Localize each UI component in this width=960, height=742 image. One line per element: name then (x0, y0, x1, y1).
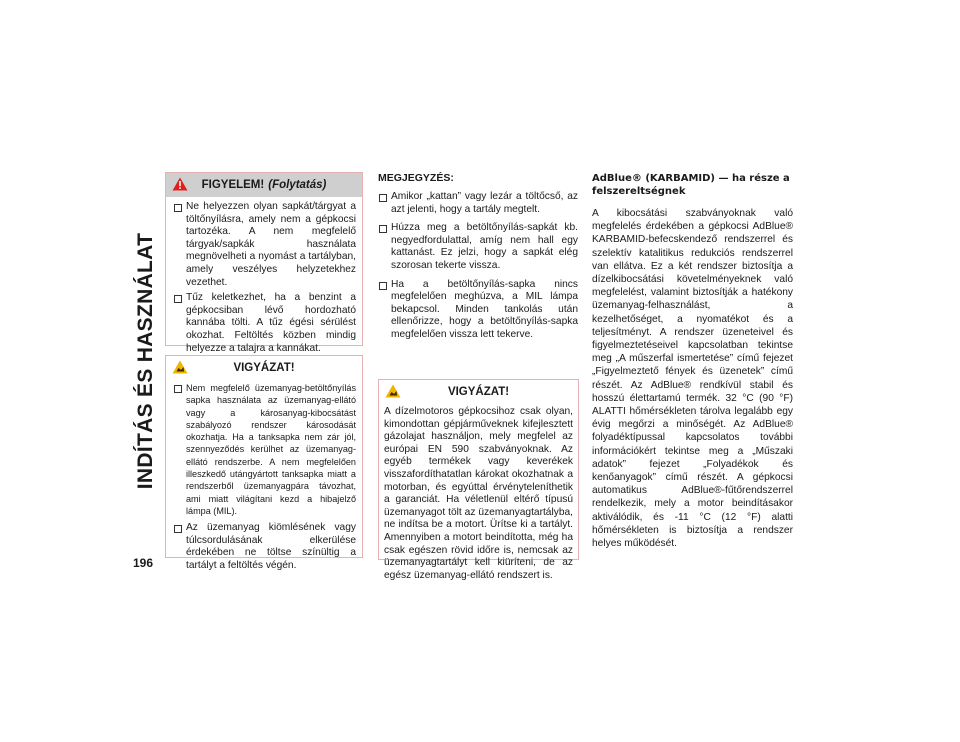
note-section (378, 172, 578, 345)
warning-triangle-icon (172, 177, 188, 191)
chapter-title-text: INDÍTÁS ÉS HASZNÁLAT (134, 232, 158, 489)
caution-box-1-header (166, 356, 362, 380)
note-list (378, 191, 578, 342)
warning-box-title-suffix: (Folytatás) (268, 179, 327, 191)
list-item: Amikor „kattan” vagy lezár a töltőcső, az azt jelenti, hogy a tartály megtelt. (378, 191, 578, 216)
list-item: Az üzemanyag kiömlésének vagy túlcsordulásának elkerülése érdekében ne töltse színültig a tartályt a feltöltés végén. (173, 522, 356, 572)
page-number: 196 (133, 556, 154, 570)
warning-box (165, 172, 363, 354)
list-item: Húzza meg a betöltőnyílás-sapkát kb. negyedfordulattal, amíg nem hall egy kattanást. Ez jelzi, hogy a sapkát elég szorosan tekerte vissza. (378, 222, 578, 272)
adblue-section (592, 172, 793, 550)
list-item: Tűz keletkezhet, ha a benzint a gépkocsiban lévő hordozható kannába tölti. A tűz égési sérülést okozhat. Feltöltés közben mindig helyezze a talajra a kannákat. (173, 292, 356, 355)
adblue-heading-line-2: felszereltségnek (592, 186, 686, 197)
adblue-heading (592, 172, 793, 198)
caution-box-1-title: VIGYÁZAT! (233, 362, 295, 374)
warning-box-list (166, 197, 362, 355)
chapter-title (132, 178, 160, 543)
caution-triangle-icon (172, 360, 188, 374)
adblue-heading-line-1: AdBlue® (KARBAMID) — ha része a (592, 173, 790, 184)
list-item: Nem megfelelő üzemanyag-betöltőnyílás sapka használata az üzemanyag-ellátó vagy a károsanyag-kibocsátást szabályozó rendszer károsodását okozhatja. Ha a tanksapka nem zár jól, szennyeződés kerülhet az üzemanyag-ellátó rendszerbe. A nem megfelelően illeszkedő utángyártott tanksapka miatt a rendszerből üzemanyagpára távozhat, ami miatt világítani kezd a hibajelző lámpa (MIL). (173, 382, 356, 517)
list-item: Ne helyezzen olyan sapkát/tárgyat a töltőnyílásra, amely nem a gépkocsi tartozéka. A nem megfelelő tárgyak/sapkák használata megnövelheti a nyomást a tartályban, amely veszélyes helyzetekhez vezethet. (173, 201, 356, 289)
caution-box-1 (165, 355, 363, 572)
caution-box-2-text: A dízelmotoros gépkocsihoz csak olyan, kimondottan gépjárműveknek kifejlesztett gázolajat használjon, mely megfelel az európai EN 590 szabványoknak. Az egyéb termékek vagy keverékek visszafordíthatatlan károkat okozhatnak a motorban, és egyúttal érvényteleníthetik a garanciát. Ha véletlenül eltérő típusú üzemanyagot tölt az üzemanyagtartályba, ne indítsa be a motort. Ürítse ki a tartályt. Amennyiben a motort beindította, még ha csak egészen rövid időre is, nemcsak az üzemanyagtartályt kell kiüríteni, de az egész üzemanyag-ellátó rendszert is. (384, 406, 573, 581)
warning-box-title: FIGYELEM! (201, 179, 265, 191)
caution-box-2-header (379, 380, 578, 404)
caution-box-2-title: VIGYÁZAT! (447, 386, 510, 398)
adblue-text: A kibocsátási szabványoknak való megfelelés érdekében a gépkocsi AdBlue® KARBAMID-befecskendező rendszerrel és szelektív katalitikus redukciós rendszerrel van ellátva. Ez a két rendszer biztosítja a dízelkibocsátási követelményeknek való megfelelést, valamint biztosítják a hatékony üzemanyag-felhasználást, a kezelhetőséget, a nyomatékot és a teljesítményt. A rendszer üzeneteivel és figyelmeztetéseivel kapcsolatban tekintse meg „A műszerfal ismertetése” című fejezet „Figyelmeztető fények és üzenetek” című részét. Az AdBlue® rendkívül stabil és hosszú élettartamú termék. 32 °C (90 °F) ALATTI hőmérsékleten tárolva legalább egy évig megőrzi a minőségét. Az AdBlue® folyadéktípussal kapcsolatos további információkért tekintse meg a „Műszaki adatok” fejezet „Folyadékok és kenőanyagok” című részét. A gépkocsi automatikus AdBlue®-fűtőrendszerrel rendelkezik, mely a motor beindításakor aktiválódik, és -11 °C (12 °F) alatti hőmérsékleten is biztosítja a rendszer helyes működését. (592, 208, 793, 550)
caution-triangle-icon (385, 384, 401, 398)
note-heading: MEGJEGYZÉS: (378, 172, 454, 184)
caution-box-2 (378, 379, 579, 581)
warning-box-header (166, 173, 362, 197)
list-item: Ha a betöltőnyílás-sapka nincs megfelelően meghúzva, a MIL lámpa bekapcsol. Minden tankolás után ellenőrizze, hogy a betöltőnyílás-sapka megfelelően vissza lett tekerve. (378, 279, 578, 342)
caution-box-1-list (166, 380, 362, 573)
